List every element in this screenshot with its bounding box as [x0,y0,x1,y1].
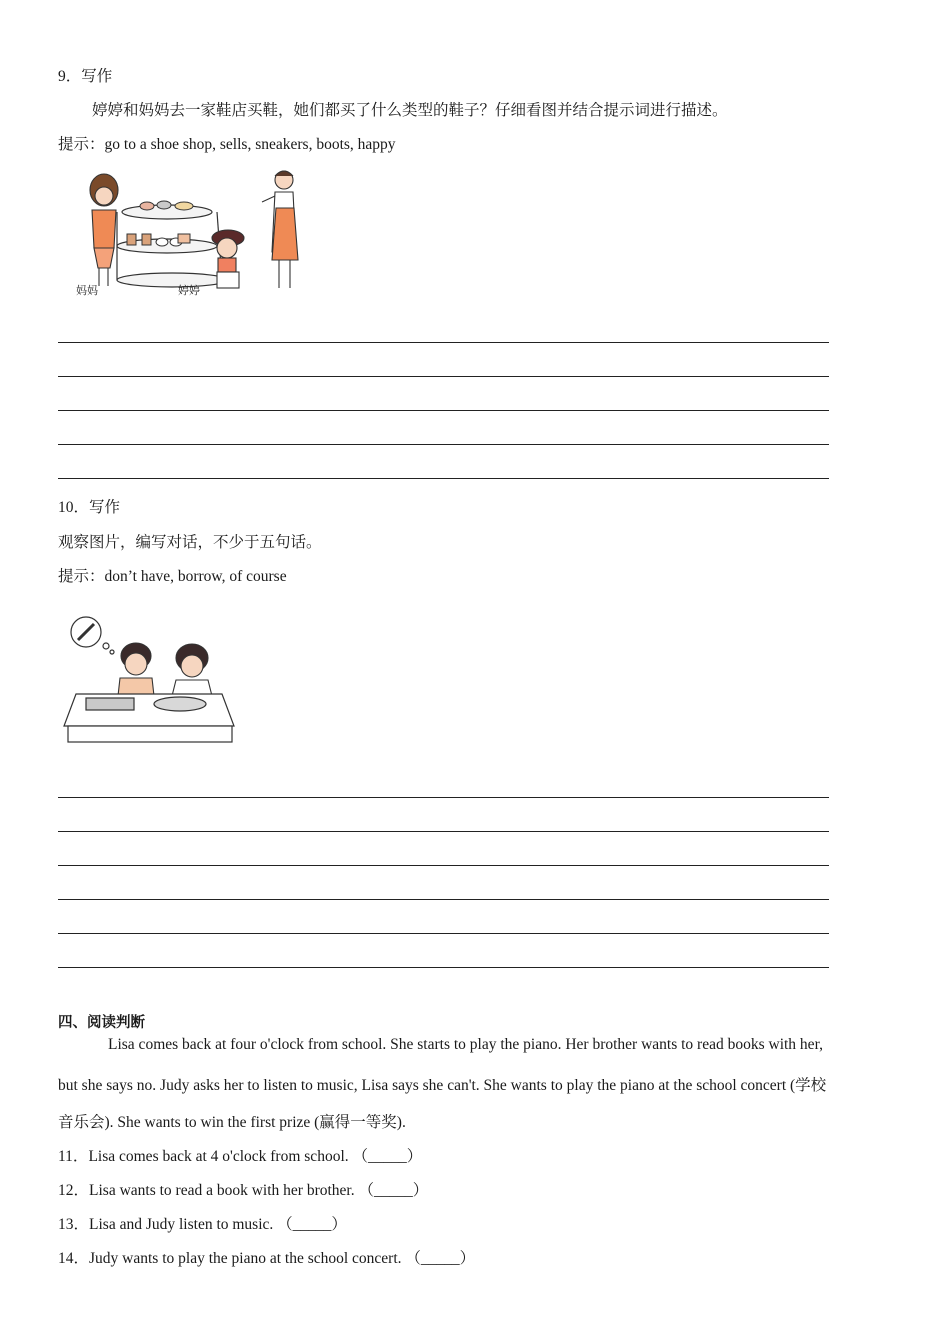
girl-figure [172,644,212,696]
question-number: 12． [58,1182,90,1199]
shop-assistant-figure [262,171,298,288]
shoe-shop-illustration [72,168,312,298]
question-14 [58,1246,475,1268]
answer-blank[interactable]: （_____） [358,1182,429,1199]
q10-hint-label: 提示： [58,568,105,585]
q9-answer-line[interactable] [58,478,829,479]
q10-answer-line[interactable] [58,899,829,900]
q9-answer-line[interactable] [58,410,829,411]
q9-instruction: 婷婷和妈妈去一家鞋店买鞋，她们都买了什么类型的鞋子？仔细看图并结合提示词进行描述。 [92,102,728,119]
section-4-title: 四、阅读判断 [58,1015,145,1031]
passage-line-3: 音乐会). She wants to win the first prize (赢得一等奖). [58,1114,406,1131]
q10-answer-line[interactable] [58,967,829,968]
q10-type: 写作 [89,499,121,516]
q9-answer-line[interactable] [58,376,829,377]
q9-hint-words: go to a shoe shop, sells, sneakers, boots, happy [104,136,396,153]
passage-line-2: but she says no. Judy asks her to listen to music, Lisa says she can't. She wants to play the piano at the school concert (学校 [58,1077,827,1094]
thought-bubble [71,617,114,654]
borrow-pencil-illustration [62,612,240,748]
q9-hint [58,132,396,154]
q9-number: 9． [58,68,82,85]
q10-instruction: 观察图片，编写对话，不少于五句话。 [58,534,322,551]
q10-answer-line[interactable] [58,831,829,832]
mother-figure [90,174,118,286]
q9-answer-line[interactable] [58,444,829,445]
question-number: 14． [58,1250,90,1267]
shoe-shelf [117,205,227,287]
question-number: 13． [58,1216,90,1233]
question-text: Lisa wants to read a book with her brother. [89,1182,355,1199]
question-text: Lisa and Judy listen to music. [89,1216,274,1233]
q10-answer-line[interactable] [58,933,829,934]
girl-label: 婷婷 [178,284,200,297]
passage-text-1: Lisa comes back at four o'clock from school. She starts to play the piano. Her brother wants to read books with her, [108,1036,823,1053]
question-text: Judy wants to play the piano at the school concert. [89,1250,402,1267]
question-text: Lisa comes back at 4 o'clock from school. [88,1148,349,1165]
q10-answer-line[interactable] [58,865,829,866]
girl-figure [212,230,244,288]
question-13 [58,1212,347,1234]
q10-hint [58,564,287,586]
q9-heading [58,64,112,86]
answer-blank[interactable]: （_____） [352,1148,423,1165]
q9-answer-line[interactable] [58,342,829,343]
question-number: 11． [58,1148,89,1165]
mother-label: 妈妈 [76,284,98,297]
boy-figure [118,643,154,696]
q10-heading [58,495,120,517]
q9-type: 写作 [81,68,113,85]
q10-number: 10． [58,499,90,516]
q10-answer-line[interactable] [58,797,829,798]
passage-line-1 [108,1036,823,1054]
q9-hint-label: 提示： [58,136,105,153]
q10-hint-words: don’t have, borrow, of course [104,568,287,585]
desk [64,694,234,742]
answer-blank[interactable]: （_____） [277,1216,347,1233]
answer-blank[interactable]: （_____） [405,1250,476,1267]
question-11 [58,1144,422,1166]
question-12 [58,1178,428,1200]
